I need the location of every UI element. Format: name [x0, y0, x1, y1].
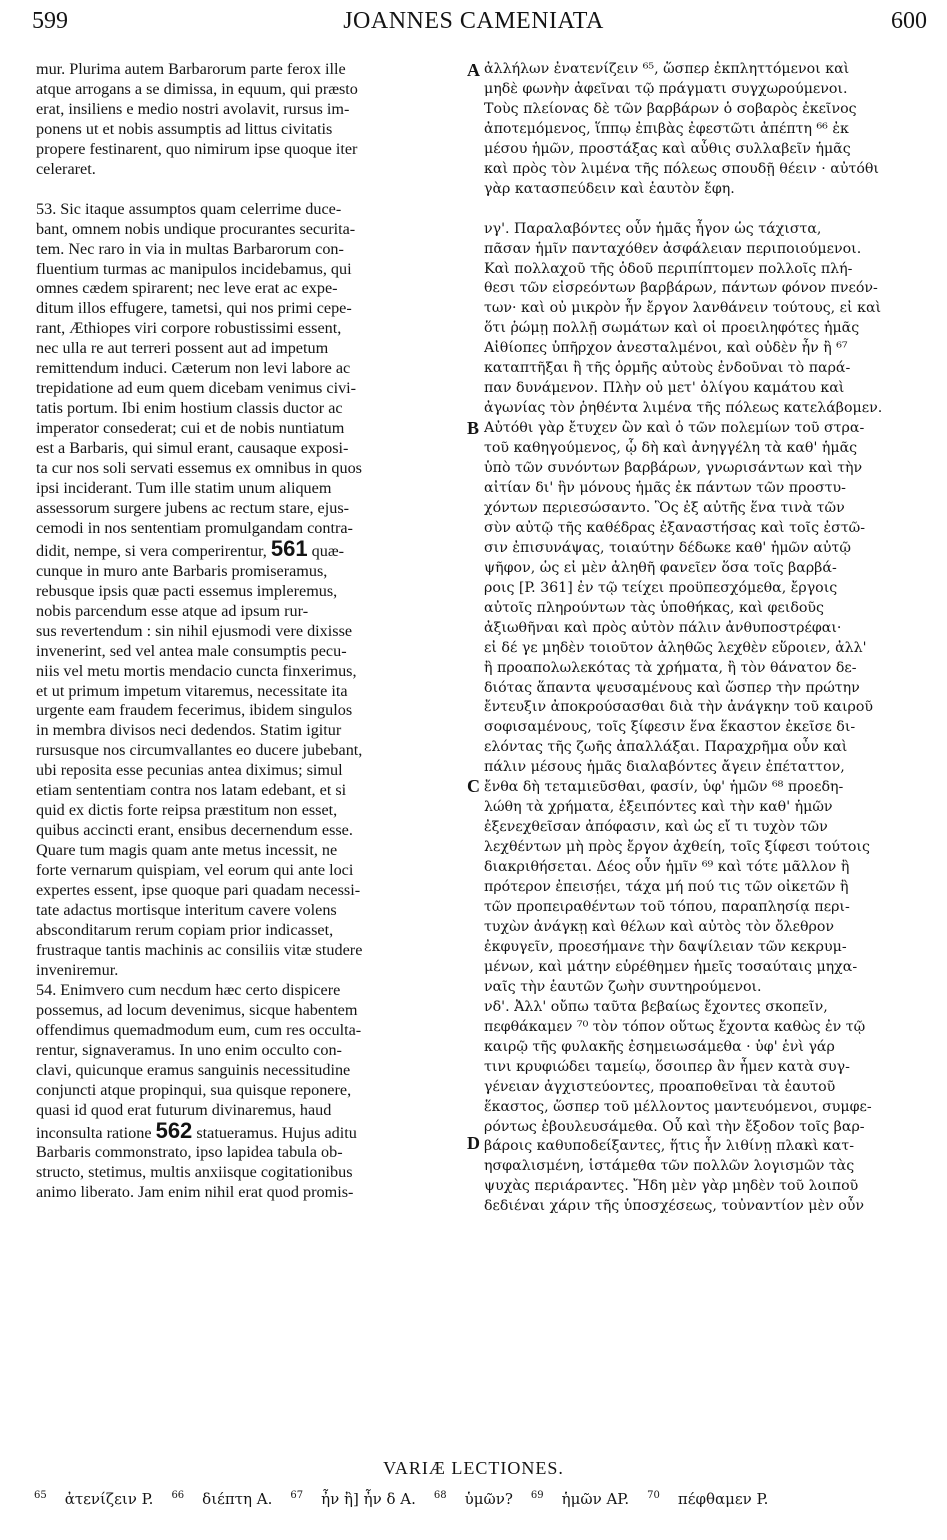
text-line: imperator consederat; cui et de nobis nuntiatum [36, 419, 345, 438]
text-line: 53. Sic itaque assumptos quam celerrime duce- [36, 199, 342, 218]
margin-marker-d: D [467, 1133, 480, 1153]
text-line: celeraret. [36, 159, 96, 178]
margin-marker-b: B [467, 418, 480, 438]
text-line: ἢ προαπολωλεκότας τὰ χρήματα, ἢ τὸν θάνατον δε- [484, 659, 857, 676]
column-number-562: 562 [155, 1117, 193, 1143]
variae-lectiones-heading: VARIÆ LECTIONES. [383, 1458, 564, 1478]
latin-line-with-561: didit, nempe, si vera comperirentur, 561 quæ- [36, 535, 345, 561]
latin-block-2b [36, 562, 464, 981]
text-line: σοφισαμένους, τοῖς ξίφεσιν ἕνα ἕκαστον ἐκεῖσε δι- [484, 719, 856, 736]
text-line: ψυχὰς περιάραντες. Ἤδη μὲν γὰρ μηδὲν τοῦ λοιποῦ [484, 1178, 859, 1195]
text-line: Τοὺς πλείονας δὲ τῶν βαρβάρων ὁ σοβαρὸς ἐκεῖνος [484, 100, 857, 117]
text-line: ta cur nos soli servati essemus ex omnibus in quos [36, 459, 362, 478]
text-line: tate adactus mortisque interitum cavere volens [36, 901, 337, 920]
text-line: μηδὲ φωνὴν ἀφεῖναι τῷ πράγματι συγχωρούμενοι. [484, 80, 848, 97]
text-line: structo, stetimus, multis anxiisque cogitationibus [36, 1163, 353, 1182]
text-line: ὅτι ῥώμῃ πολλῇ σωμάτων καὶ οἱ προειληφότες ἡμᾶς [484, 320, 860, 337]
text-line: βάροις καθυποδείξαντες, ἥτις ἦν λιθίνῃ πλακὶ κατ- [484, 1138, 855, 1155]
text-line: offendimus quemadmodum eum, cum res occulta- [36, 1020, 362, 1039]
text-line: Quare tum magis quam ante metus incessit, ne [36, 841, 338, 860]
variant-note [290, 1490, 416, 1508]
text-line: τινι κρυφιώδει ταμείῳ, ὅσοιπερ ἂν ἦμεν κατὰ συγ- [484, 1058, 850, 1075]
text-line: ditum illos effugere, tametsi, qui nos primi cepe- [36, 299, 352, 318]
text-line: nobis parcendum esse atque ad ipsum rur- [36, 601, 309, 620]
text-line: cemodi in nos sententiam promulgandam contra- [36, 518, 353, 537]
text-line: παν δυνάμενον. Πλὴν οὐ μετ' ὀλίγου καμάτου καὶ [484, 380, 845, 397]
text-line: πρότερον ἐπεισῄει, τάχα μή πού τις τῶν οἰκετῶν ἢ [484, 879, 849, 896]
variant-note [647, 1490, 768, 1508]
text-line: ponens ut et nobis assumptis ad littus civitatis [36, 119, 333, 138]
text-line: sus revertendum : sin nihil ejusmodi vere dixisse [36, 621, 353, 640]
text-line: γένειαν ἀγχιστεύοντες, προαποθεῖναι τὰ ἑαυτοῦ [484, 1078, 836, 1095]
text-line: ἀξιωθῆναι καὶ πρὸς αὐτὸν πάλιν ἀνθυποστρέφαι· [484, 619, 842, 636]
greek-block-3 [484, 998, 924, 1217]
text-line: λεχθέντων μὴ πρὸς ἔργον ἀχθείη, τοῖς ξίφεσι τούτοις [484, 839, 870, 856]
text-line: τοῦ καθηγούμενος, ᾧ δὴ καὶ ἀνηγγέλη τὰ καθ' ἡμᾶς [484, 440, 858, 457]
text-line: invenerint, sed vel antea male consumptis pecu- [36, 641, 347, 660]
text-line: ησφαλισμένη, ἱστάμεθα τῶν πολλῶν λογισμῶν τὰς [484, 1158, 855, 1175]
text-line: tem. Nec raro in via in multas Barbarorum con- [36, 239, 344, 258]
text-line: των· καὶ οὐ μικρὸν ἦν ἔργον λανθάνειν τούτους, εἰ καὶ [484, 300, 882, 317]
variant-note-number: 67 [290, 1490, 304, 1501]
text-line: conjuncti atque propinqui, sua quisque reponere, [36, 1080, 352, 1099]
greek-block-1 [484, 60, 924, 200]
running-title: JOANNES CAMENIATA [343, 8, 604, 34]
latin-block-3b [36, 1143, 464, 1203]
variant-note-text: ἀτενίζειν P. [64, 1490, 154, 1508]
variant-note-text: ἦν ἢ] ἦν δ A. [321, 1490, 416, 1508]
text-line: θεσι τῶν εἰσρεόντων βαρβάρων, πάντων φόνον πνεόν- [484, 280, 878, 297]
variant-note-number: 68 [433, 1490, 447, 1501]
text-line: quasi id quod erat futurum divinaremus, haud [36, 1100, 332, 1119]
text-line: τυχὼν ἀνάγκῃ καὶ θέλων καὶ αὐτὸς τὸν ὄλεθρον [484, 918, 835, 935]
variant-note-text: διέπτη A. [202, 1490, 273, 1508]
greek-block-2 [484, 220, 924, 998]
text-line: πάλιν μέσους ἡμᾶς διαλαβόντες ἄγειν ἐπέταττον, [484, 759, 845, 776]
text-line: ρόντως ἐβουλευσάμεθα. Οὗ καὶ τὴν ἔξοδον τοῖς βαρ- [484, 1118, 865, 1135]
text-line: ἐκφυγεῖν, προεσήμανε τὴν δαψίλειαν τῶν κεκρυμ- [484, 938, 847, 955]
text-line: Αὐτόθι γὰρ ἔτυχεν ὢν καὶ ὁ τῶν πολεμίων τοῦ στρα- [484, 420, 865, 437]
text-line: atque arrogans a se dimissa, in equum, qui præsto [36, 79, 358, 98]
text-line: etiam sententiam contra nos latam edebant, et si [36, 781, 347, 800]
text-line: rant, Æthiopes viri corpore robustissimi essent, [36, 319, 342, 338]
latin-line-with-562: inconsulta ratione 562 statueramus. Hujus aditu [36, 1117, 357, 1143]
variant-note-number: 65 [34, 1490, 47, 1501]
text-line: ψῆφον, ὡς εἰ μὲν ἀληθῆ φανεῖεν ὅσα τοῖς βαρβά- [484, 559, 837, 576]
text-line: ἐξενεχθεῖσαν ἀπόφασιν, καὶ ὡς εἴ τι τυχὸν τῶν [484, 819, 828, 836]
text-line: σὺν αὐτῷ τῆς καθέδρας ἐξαναστήσας καὶ τοῖς ἐστῶ- [484, 519, 866, 536]
text-line: διακριθήσεται. Δέος οὖν ἡμῖν ⁶⁹ καὶ τότε μᾶλλον ἢ [484, 859, 850, 876]
variant-note-number: 66 [171, 1490, 185, 1501]
text-line: λώθη τὰ χρήματα, ἐξειπόντες καὶ τὴν καθ' ἡμῶν [484, 799, 833, 816]
text-line: et ut primum impetum vitaremus, necessitate ita [36, 681, 348, 700]
text-line: ελόντας τῆς ζωῆς ἀπαλλάξαι. Παραχρῆμα οὖν καὶ [484, 739, 848, 756]
variant-note-text: πέφθαμεν P. [677, 1490, 769, 1508]
text-line: τῶν προπειραθέντων τοῦ τόπου, παραπλησίᾳ περι- [484, 899, 850, 916]
text-line: ἀγωνίας τὸν ῥηθέντα λιμένα τῆς πόλεως κατελάβομεν. [484, 400, 883, 417]
text-line: in membra divisos neci dedendos. Statim igitur [36, 721, 342, 740]
variant-note-text: ὑμῶν? [464, 1490, 513, 1508]
text-line: possemus, ad locum devenimus, sicque habentem [36, 1000, 358, 1019]
margin-marker-a: A [467, 60, 480, 80]
text-line: 54. Enimvero cum necdum hæc certo dispicere [36, 980, 341, 999]
latin-block-1 [36, 60, 464, 180]
text-line: niis vel metu mortis mendacio cuncta finxerimus, [36, 661, 357, 680]
variant-note [34, 1490, 153, 1508]
text-line: tatis portum. Ibi enim hostium classis ductor ac [36, 399, 343, 418]
text-line: ἀλλήλων ἐνατενίζειν ⁶⁵, ὥσπερ ἐκπληττόμενοι καὶ [484, 61, 850, 77]
page-number-left: 599 [32, 8, 68, 34]
text-line: quid ex dictis forte reipsa præstitum non esset, [36, 801, 338, 820]
text-line: δεδιέναι χάριν τῆς ὑποσχέσεως, τοὐναντίον μὲν οὖν [484, 1198, 865, 1215]
variant-note [171, 1490, 272, 1508]
column-number-561: 561 [270, 535, 308, 561]
variant-note [434, 1490, 513, 1508]
text-line: fluentium turmas ac manipulos incidebamus, qui [36, 259, 352, 278]
text-line: ἔντευξιν ἀποκρούσασθαι διὰ τὴν ἀνάγκην τοῦ καιροῦ [484, 699, 874, 716]
latin-block-3a [36, 981, 464, 1121]
text-line: Καὶ πολλαχοῦ τῆς ὁδοῦ περιπίπτομεν πολλοῖς πλή- [484, 260, 853, 277]
text-line: frustraque tantis machinis ac consiliis vitæ studere [36, 940, 363, 959]
text-line: αὐτοῖς πληρούντων τὰς ὑποθήκας, καὶ φειδοῦς [484, 599, 824, 616]
variant-note-number: 69 [530, 1490, 544, 1501]
latin-column [36, 60, 464, 1203]
text-line: omnes cædem spirarent; nec leve erat ac expe- [36, 279, 338, 298]
latin-block-2a [36, 200, 464, 539]
text-line: est a Barbaris, qui simul erant, causaque exposi- [36, 439, 349, 458]
text-line: propere festinarent, quo nimirum ipse quoque iter [36, 139, 358, 158]
text-line: γὰρ κατασπεύδειν καὶ ἑαυτὸν ἔφη. [484, 180, 735, 197]
text-line: rentur, signaveramus. In uno enim occulto con- [36, 1040, 342, 1059]
text-line: absconditarum rerum copiam prior indicasset, [36, 920, 334, 939]
text-line: ροις [P. 361] ἐν τῷ τείχει προϋπεσχόμεθα, ἔργοις [484, 579, 838, 596]
text-line: καὶ πρὸς τὸν λιμένα τῆς πόλεως σπουδῇ θέειν · αὐτόθι [484, 160, 879, 177]
text-line: forte vernarum quispiam, vel eorum qui ante loci [36, 861, 354, 880]
text-line: Barbaris commonstrato, ipso lapidea tabula ob- [36, 1143, 343, 1162]
text-line: αἰτίαν δι' ἣν μόνους ἡμᾶς ἐκ πάντων τῶν προστυ- [484, 480, 846, 496]
text-line: εἰ δέ γε μηδὲν τοιοῦτον ἀληθῶς λεχθὲν εὕροιεν, ἀλλ' [484, 639, 867, 656]
text-line: διότας ἅπαντα ψευσαμένους καὶ ὥσπερ τὴν πρώτην [484, 679, 860, 696]
margin-marker-c: C [467, 776, 480, 796]
text-line: καιρῷ τῆς φυλακῆς ἐσημειωσάμεθα · ὑφ' ἑνὶ γάρ [484, 1038, 835, 1055]
text-line: ἔνθα δὴ τεταμιεῦσθαι, φασίν, ὑφ' ἡμῶν ⁶⁸ προεδη- [484, 779, 844, 796]
text-line: inveniremur. [36, 960, 119, 979]
text-line: quibus accincti erant, ensibus decernendum esse. [36, 821, 353, 840]
text-line: nec ulla re aut terreri possent aut ad impetum [36, 339, 329, 358]
text-line: ἀποτεμόμενος, ἵππῳ ἐπιβὰς ἐφεστῶτι ἀπέπτη ⁶⁶ ἐκ [484, 120, 849, 137]
text-line: assessorum surgere jubens ac rectum stare, ejus- [36, 498, 350, 517]
text-line: ubi reposita esse pecunias antea diximus; simul [36, 761, 343, 780]
text-line: ipsi inciderant. Tum ille statim unum aliquem [36, 479, 332, 497]
text-line: καταπτῆξαι ἢ τῆς ὁρμῆς αὐτοὺς ἐνδοῦναι τὸ παρά- [484, 360, 851, 377]
text-line: πεφθάκαμεν ⁷⁰ τὸν τόπον οὕτως ἔχοντα καθὼς ἐν τῷ [484, 1018, 866, 1035]
text-line: clavi, quicunque eramus sanguinis necessitudine [36, 1060, 351, 1079]
text-line: remittendum induci. Cæterum non levi labore ac [36, 359, 351, 378]
text-line: Αἰθίοπες ὑπῆρχον ἀνεσταλμένοι, καὶ οὐδὲν ἦν ἢ ⁶⁷ [484, 340, 848, 357]
page-number-right: 600 [891, 8, 927, 34]
text-line: trepidatione ad eum quem dicebam venimus civi- [36, 379, 357, 398]
variant-note-text: ἡμῶν AP. [561, 1490, 630, 1508]
text-line: erat, insiliens e medio nostri avolavit, rursus im- [36, 99, 350, 118]
greek-column [484, 60, 924, 1217]
text-line: ἕκαστος, ὥσπερ τοῦ μέλλοντος μαντευόμενοι, συμφε- [484, 1098, 872, 1115]
text-line: bant, omnem nobis undique procurantes securita- [36, 219, 356, 238]
text-line: expertes essent, ipse quoque pari quadam necessi- [36, 881, 361, 900]
text-line: νγ'. Παραλαβόντες οὖν ἡμᾶς ἦγον ὡς τάχιστα, [484, 220, 822, 237]
variae-lectiones-notes [34, 1490, 934, 1508]
text-line: πᾶσαν ἡμῖν πανταχόθεν ἀσφάλειαν περιποιούμενοι. [484, 240, 862, 257]
text-line: urgente eam fraudem fecerimus, ibidem singulos [36, 701, 353, 720]
text-line: cunque in muro ante Barbaris promiseramus, [36, 561, 328, 580]
text-line: ναῖς τὴν ἑαυτῶν ζωὴν συντηρούμενοι. [484, 978, 762, 995]
text-line: μέσου ἡμῶν, προστάξας καὶ αὖθις συλλαβεῖν ἡμᾶς [484, 140, 851, 157]
variant-note [531, 1490, 629, 1508]
text-line: rebusque ipsis quæ pacti essemus impleremus, [36, 581, 338, 600]
running-header [0, 8, 947, 38]
text-line: μένων, καὶ μάτην εὑρέθημεν ἡμεῖς τοσαύταις μηχα- [484, 958, 858, 975]
text-line: σιν ἐπισυνάψας, τοιαύτην δέδωκε καθ' ἡμῶν αὐτῷ [484, 539, 851, 556]
text-line: χόντων περιεσώσαντο. Ὃς ἐξ αὐτῆς ἕνα τινὰ τῶν [484, 499, 845, 516]
variant-note-number: 70 [647, 1490, 660, 1501]
text-line: ὑπὸ τῶν συνόντων βαρβάρων, γνωρισάντων καὶ τὴν [484, 460, 863, 477]
text-line: animo liberato. Jam enim nihil erat quod promis- [36, 1183, 354, 1202]
text-line: νδ'. Ἀλλ' οὔπω ταῦτα βεβαίως ἔχοντες σκοπεῖν, [484, 998, 828, 1015]
text-line: rursusque nos circumvallantes eo ducere jubebant, [36, 741, 363, 760]
text-line: mur. Plurima autem Barbarorum parte ferox ille [36, 60, 346, 78]
